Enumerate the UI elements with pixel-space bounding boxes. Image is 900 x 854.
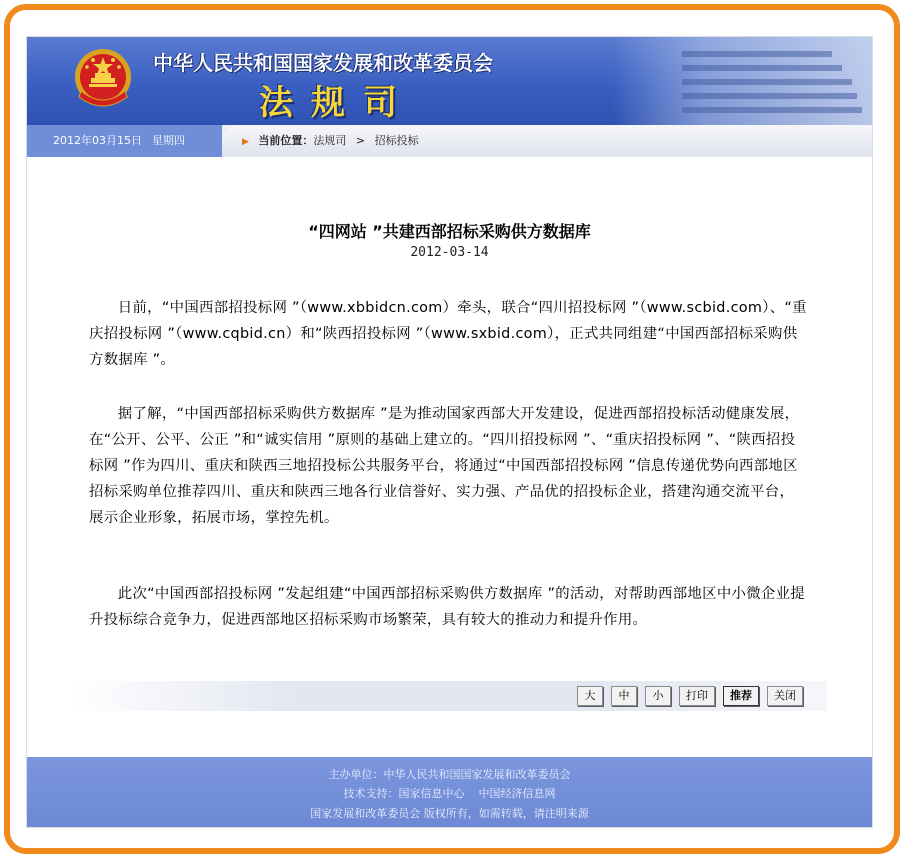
- recommend-button[interactable]: 推荐: [723, 686, 759, 706]
- current-weekday: 星期四: [152, 134, 185, 147]
- footer-tech-support-2[interactable]: 中国经济信息网: [478, 787, 556, 800]
- arrow-right-icon: ▶: [242, 137, 249, 147]
- site-footer: [27, 757, 872, 827]
- building-image: [612, 37, 872, 125]
- footer-copyright: 国家发展和改革委员会 版权所有，如需转载，请注明来源: [310, 807, 589, 820]
- font-large-button[interactable]: 大: [577, 686, 603, 706]
- article-date: 2012-03-14: [410, 245, 489, 260]
- breadcrumb-item-department[interactable]: 法规司: [313, 134, 347, 147]
- ministry-name: 中华人民共和国国家发展和改革委员会: [153, 51, 493, 75]
- location-bar: [27, 125, 872, 157]
- breadcrumb-separator: >: [355, 134, 366, 147]
- print-button[interactable]: 打印: [679, 686, 715, 706]
- page-container: [26, 36, 873, 828]
- footer-tech-support: [27, 785, 872, 801]
- font-medium-button[interactable]: 中: [611, 686, 637, 706]
- header-banner: [27, 37, 872, 125]
- article-title: “四网站 ”共建西部招标采购供方数据库: [308, 222, 591, 241]
- breadcrumb: [222, 125, 872, 157]
- footer-tech-support-1: 技术支持：国家信息中心: [343, 787, 465, 800]
- national-emblem-icon: [71, 43, 135, 115]
- article-paragraph: 日前，“中国西部招投标网 ”（www.xbbidcn.com）牵头，联合“四川招投标网 ”（www.scbid.com）、“重庆招投标网 ”（www.cqbid.cn）和“陕西招投标网 ”（www.sxbid.com），正式共同组建“中国西部招标采购供方数据库 ”。: [89, 300, 807, 368]
- font-small-button[interactable]: 小: [645, 686, 671, 706]
- close-button[interactable]: 关闭: [767, 686, 803, 706]
- location-label: 当前位置：: [258, 134, 314, 147]
- article-paragraph: 此次“中国西部招投标网 ”发起组建“中国西部招标采购供方数据库 ”的活动，对帮助西部地区中小微企业提升投标综合竞争力，促进西部地区招标采购市场繁荣，具有较大的推动力和提升作用。: [89, 586, 805, 628]
- department-title: 法规司: [259, 83, 415, 123]
- footer-sponsor: 主办单位：中华人民共和国国家发展和改革委员会: [328, 768, 571, 781]
- current-date: 2012年03月15日: [53, 134, 142, 147]
- date-display: [27, 125, 222, 157]
- breadcrumb-item-bidding[interactable]: 招标投标: [374, 134, 419, 147]
- article-toolbar: [67, 681, 827, 711]
- article-paragraph: 据了解，“中国西部招标采购供方数据库 ”是为推动国家西部大开发建设，促进西部招投标活动健康发展，在“公开、公平、公正 ”和“诚实信用 ”原则的基础上建立的。“四川招投标网 ”、“重庆招投标网 ”、“陕西招投标网 ”作为四川、重庆和陕西三地招投标公共服务平台，将通过“中国西部招投标网 ”信息传递优势向西部地区招标采购单位推荐四川、重庆和陕西三地各行业信誉好、实力强、产品优的招投标企业，搭建沟通交流平台，展示企业形象，拓展市场，掌控先机。: [89, 406, 800, 526]
